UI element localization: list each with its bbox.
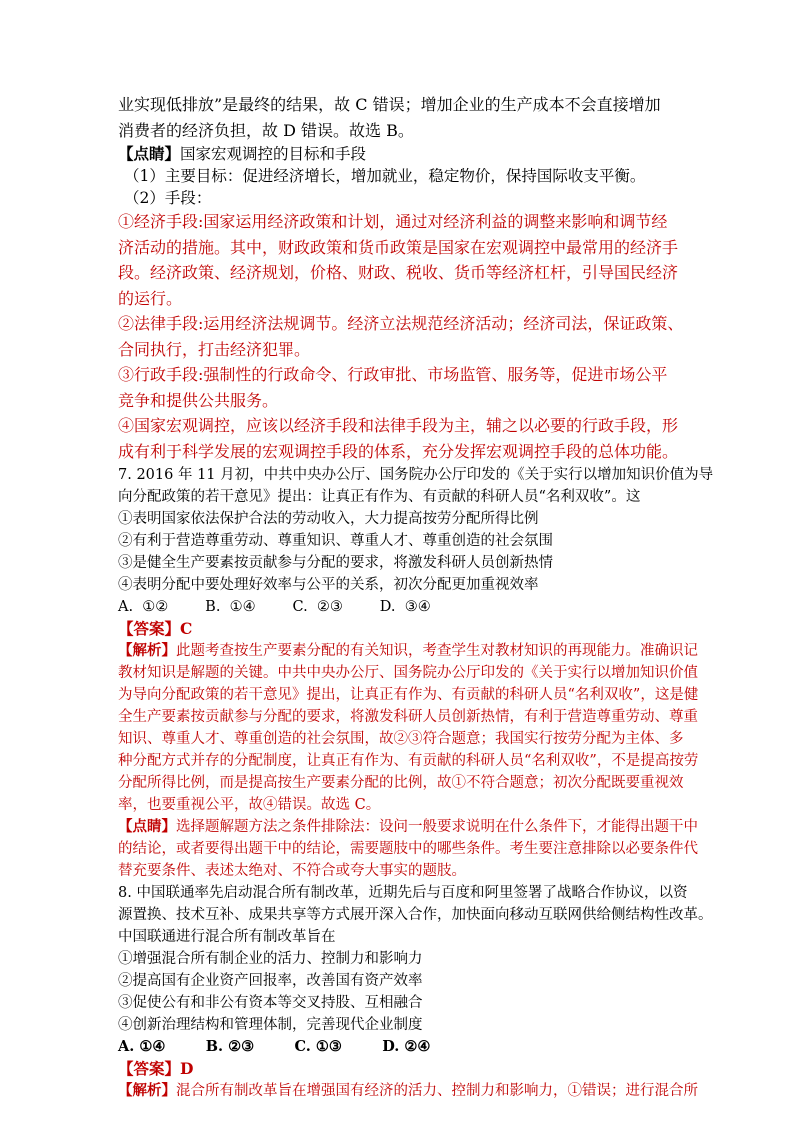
answer-value: D <box>180 1059 194 1078</box>
analysis-tag: 【解析】 <box>118 642 176 659</box>
answer-value: C <box>180 619 193 638</box>
text-line: 种分配方式并存的分配制度，让真正有作为、有贡献的科研人员“名利双收”，不是提高按劳 <box>118 753 699 769</box>
dianjing-heading <box>118 143 688 165</box>
text-line: 替充要条件、表述太绝对、不符合或夸大事实的题肢。 <box>118 863 466 879</box>
question-option: ③促使公有和非公有资本等交叉持股、互相融合 <box>118 995 423 1011</box>
answer-tag: 【答案】 <box>118 1059 181 1078</box>
dianjing-tag: 【点睛】 <box>118 144 181 163</box>
macro-goal: （1）主要目标：促进经济增长，增加就业，稳定物价，保持国际收支平衡。 <box>124 167 646 185</box>
text-line: 教材知识是解题的关键。中共中央办公厅、国务院办公厅印发的《关于实行以增加知识价值 <box>118 665 698 681</box>
question-option: ①表明国家依法保护合法的劳动收入，大力提高按劳分配所得比例 <box>118 511 539 527</box>
document-page <box>118 92 714 1102</box>
text-line: 率，也要重视公平，故④错误。故选 C。 <box>118 797 381 813</box>
answer-line <box>118 1058 688 1080</box>
question-option: ①增强混合所有制企业的活力、控制力和影响力 <box>118 951 423 967</box>
text-line: 为导向分配政策的若干意见》提出，让真正有作为、有贡献的科研人员“名利双收”，这是健 <box>118 687 699 703</box>
text-line: 【解析】此题考查按生产要素分配的有关知识，考查学生对教材知识的再现能力。准确识记 <box>118 642 698 659</box>
analysis-line: 【解析】混合所有制改革旨在增强国有经济的活力、控制力和影响力，①错误；进行混合所 <box>118 1082 698 1099</box>
question-8 <box>118 882 713 1102</box>
text-line: 成有利于科学发展的宏观调控手段的体系，充分发挥宏观调控手段的总体功能。 <box>118 441 679 461</box>
answer-choices: A. ①④ B. ②③ C. ①③ D. ②④ <box>118 1038 431 1055</box>
question-stem: 向分配政策的若干意见》提出：让真正有作为、有贡献的科研人员“名利双收”。这 <box>118 489 641 505</box>
text-line: 消费者的经济负担，故 D 错误。故选 B。 <box>118 120 414 140</box>
answer-choices: A. ①② B. ①④ C. ②③ D. ③④ <box>118 599 431 615</box>
text-line: ②法律手段:运用经济法规调节。经济立法规范经济活动；经济司法，保证政策、 <box>118 314 684 333</box>
text-line: 全生产要素按贡献参与分配的要求，将激发科研人员创新热情，有利于营造尊重劳动、尊重 <box>118 709 698 725</box>
question-option: ④表明分配中要处理好效率与公平的关系，初次分配更加重视效率 <box>118 577 539 593</box>
text-line: 合同执行，打击经济犯罪。 <box>118 339 311 359</box>
text-line: ③行政手段:强制性的行政命令、行政审批、市场监管、服务等，促进市场公平 <box>118 365 668 384</box>
question-option: ②有利于营造尊重劳动、尊重知识、尊重人才、尊重创造的社会氛围 <box>118 533 553 549</box>
text-line: 段。经济政策、经济规划，价格、财政、税收、货币等经济杠杆，引导国民经济 <box>118 263 679 282</box>
analysis-block <box>118 640 699 816</box>
text-line: ④国家宏观调控，应该以经济手段和法律手段为主，辅之以必要的行政手段，形 <box>118 416 679 435</box>
text-line: ①经济手段:国家运用经济政策和计划，通过对经济利益的调整来影响和调节经 <box>118 212 668 231</box>
question-7 <box>118 464 714 882</box>
dianjing-block <box>118 816 698 882</box>
text-line: 【点睛】选择题解题方法之条件排除法：设问一般要求说明在什么条件下，才能得出题干中 <box>118 818 698 835</box>
question-stem: 中国联通进行混合所有制改革旨在 <box>118 929 336 945</box>
question-option: ②提高国有企业资产回报率，改善国有资产效率 <box>118 973 423 989</box>
question-option: ④创新治理结构和管理体制，完善现代企业制度 <box>118 1017 423 1033</box>
text-line: 的结论，或者要得出题干中的结论，需要题肢中的哪些条件。考生要注意排除以必要条件代 <box>118 841 698 857</box>
dianjing-title: 国家宏观调控的目标和手段 <box>180 145 367 163</box>
text-line: 知识、尊重人才、尊重创造的社会氛围，故②③符合题意；我国实行按劳分配为主体、多 <box>118 731 684 747</box>
text-line: 业实现低排放”是最终的结果，故 C 错误；增加企业的生产成本不会直接增加 <box>118 95 661 114</box>
text-line: 竞争和提供公共服务。 <box>118 390 279 410</box>
text-line: 济活动的措施。其中，财政政策和货币政策是国家在宏观调控中最常用的经济手 <box>118 237 679 257</box>
question-stem: 源置换、技术互补、成果共享等方式展开深入合作，加快面向移动互联网供给侧结构性改革。 <box>118 907 713 923</box>
question-option: ③是健全生产要素按贡献参与分配的要求，将激发科研人员创新热情 <box>118 555 553 571</box>
answer-tag: 【答案】 <box>118 619 181 638</box>
answer-line <box>118 618 688 640</box>
analysis-tag: 【解析】 <box>118 1082 176 1099</box>
text-line: 的运行。 <box>118 288 183 308</box>
macro-means-label: （2）手段： <box>124 189 212 207</box>
dianjing-tag: 【点睛】 <box>118 818 176 835</box>
question-stem: 7. 2016 年 11 月初，中共中央办公厅、国务院办公厅印发的《关于实行以增加知识价值为导 <box>118 467 714 483</box>
text-line: 分配所得比例，而是提高按生产要素分配的比例，故①不符合题意；初次分配既要重视效 <box>118 775 684 791</box>
macro-means-list <box>118 209 688 464</box>
question-stem: 8. 中国联通率先启动混合所有制改革，近期先后与百度和阿里签署了战略合作协议，以资 <box>118 885 688 901</box>
